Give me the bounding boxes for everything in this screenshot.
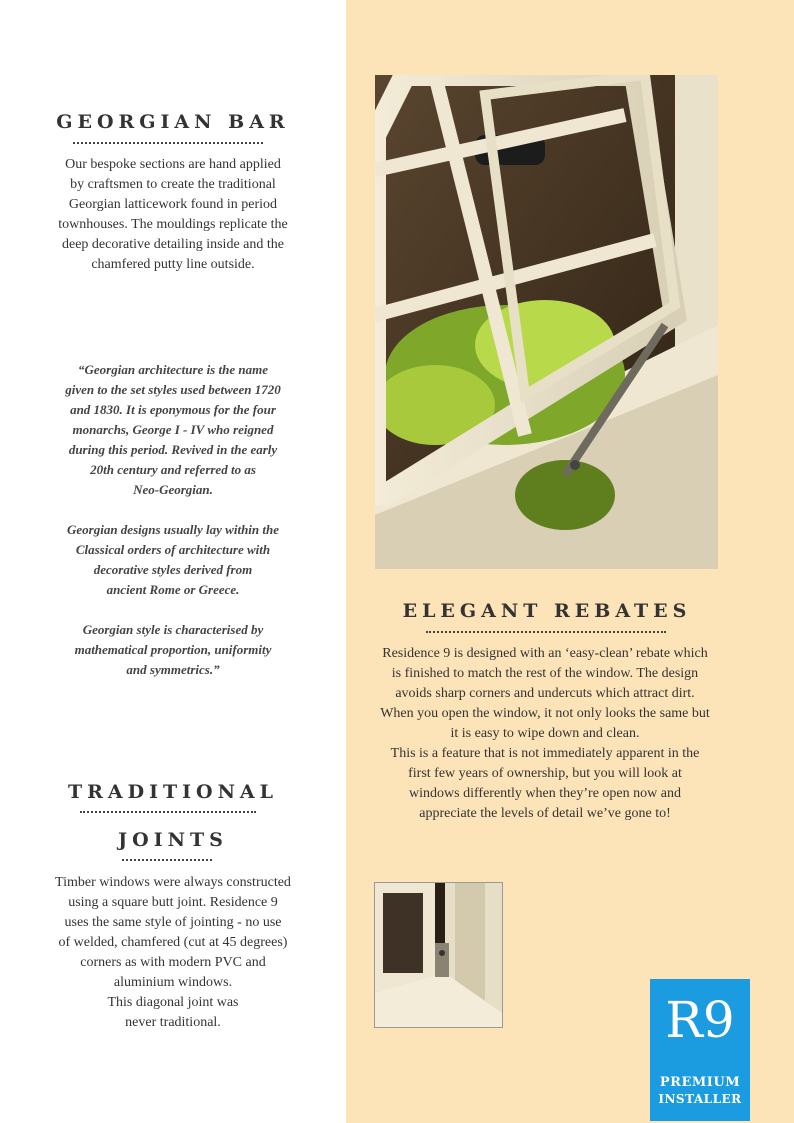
- joints-divider: [122, 859, 212, 861]
- window-photo-illustration: [375, 75, 718, 569]
- quote-line: mathematical proportion, uniformity: [74, 642, 272, 657]
- joints-heading: JOINTS: [118, 829, 228, 851]
- elegant-rebates-body: [356, 644, 734, 824]
- traditional-divider: [80, 811, 256, 813]
- text-line: by craftsmen to create the traditional: [70, 177, 276, 192]
- quote-line: monarchs, George I - IV who reigned: [72, 422, 274, 437]
- text-line: corners as with modern PVC and: [80, 955, 266, 970]
- quote-line: and symmetrics.”: [126, 662, 220, 677]
- badge-premium-text: PREMIUM: [659, 1075, 741, 1090]
- r9-logo: R9: [665, 991, 735, 1049]
- traditional-joints-body: [20, 873, 326, 1033]
- text-line: first few years of ownership, but you will look at: [408, 766, 682, 781]
- quote-line: and 1830. It is eponymous for the four: [70, 402, 276, 417]
- text-line: uses the same style of jointing - no use: [64, 915, 282, 930]
- text-line: appreciate the levels of detail we’ve gone to!: [419, 806, 671, 821]
- text-line: chamfered putty line outside.: [91, 257, 255, 272]
- georgian-bar-body: [20, 155, 326, 275]
- window-photo: [375, 75, 718, 569]
- premium-installer-badge: [650, 979, 750, 1121]
- text-line: aluminium windows.: [113, 975, 233, 990]
- quote-line: Georgian designs usually lay within the: [66, 522, 279, 537]
- text-line: it is easy to wipe down and clean.: [450, 726, 640, 741]
- text-line: This diagonal joint was: [107, 995, 239, 1010]
- badge-installer-text: INSTALLER: [658, 1092, 742, 1106]
- joint-photo-illustration: [375, 883, 502, 1027]
- text-line: avoids sharp corners and undercuts which attract dirt.: [395, 686, 695, 701]
- text-line: Timber windows were always constructed: [55, 875, 291, 890]
- text-line: never traditional.: [125, 1015, 221, 1030]
- text-line: When you open the window, it not only looks the same but: [380, 706, 710, 721]
- text-line: using a square butt joint. Residence 9: [68, 895, 278, 910]
- text-line: Our bespoke sections are hand applied: [65, 157, 281, 172]
- quote-line: Neo-Georgian.: [133, 482, 213, 497]
- georgian-quote: [20, 360, 326, 680]
- text-line: This is a feature that is not immediately apparent in the: [390, 746, 700, 761]
- georgian-bar-divider: [73, 142, 263, 144]
- text-line: townhouses. The mouldings replicate the: [58, 217, 288, 232]
- text-line: deep decorative detailing inside and the: [62, 237, 284, 252]
- joint-photo: [374, 882, 503, 1028]
- text-line: windows differently when they’re open now and: [409, 786, 681, 801]
- quote-line: given to the set styles used between 1720: [65, 382, 281, 397]
- text-line: Residence 9 is designed with an ‘easy-clean’ rebate which: [382, 646, 708, 661]
- quote-line: ancient Rome or Greece.: [106, 582, 240, 597]
- quote-line: 20th century and referred to as: [90, 462, 256, 477]
- elegant-rebates-divider: [426, 631, 666, 633]
- elegant-rebates-heading: ELEGANT REBATES: [402, 600, 692, 622]
- quote-line: Georgian style is characterised by: [82, 622, 264, 637]
- quote-line: “Georgian architecture is the name: [78, 362, 268, 377]
- text-line: of welded, chamfered (cut at 45 degrees): [58, 935, 288, 950]
- quote-line: during this period. Revived in the early: [68, 442, 278, 457]
- traditional-heading: TRADITIONAL: [67, 781, 279, 803]
- quote-line: decorative styles derived from: [93, 562, 253, 577]
- quote-line: Classical orders of architecture with: [75, 542, 271, 557]
- text-line: Georgian latticework found in period: [68, 197, 278, 212]
- georgian-bar-heading: GEORGIAN BAR: [56, 111, 290, 133]
- text-line: is finished to match the rest of the window. The design: [391, 666, 699, 681]
